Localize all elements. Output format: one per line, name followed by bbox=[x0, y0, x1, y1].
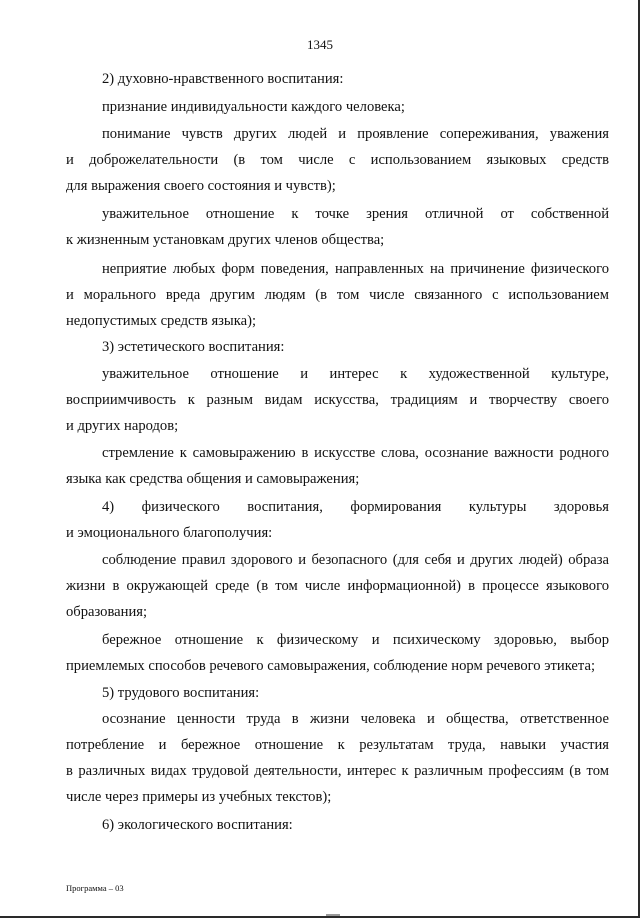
text-line: бережное отношение к физическому и психическому здоровью, выбор bbox=[102, 632, 609, 648]
text-line: осознание ценности труда в жизни человека и общества, ответственное bbox=[102, 711, 609, 727]
paragraph-ecological-heading bbox=[66, 812, 609, 838]
paragraph-rejection-harm bbox=[66, 256, 609, 334]
text-line: 3) эстетического воспитания: bbox=[102, 339, 285, 355]
text-line: стремление к самовыражению в искусстве слова, осознание важности родного bbox=[102, 445, 609, 461]
text-line: и других народов; bbox=[66, 418, 179, 434]
text-line: потребление и бережное отношение к результатам труда, навыки участия bbox=[66, 737, 609, 753]
paragraph-aesthetic-heading bbox=[66, 334, 609, 360]
paragraph-spiritual-heading bbox=[66, 66, 609, 92]
text-line: к жизненным установкам других членов общества; bbox=[66, 232, 385, 248]
text-line: в различных видах трудовой деятельности, интерес к различным профессиям (в том bbox=[66, 763, 609, 779]
text-line: жизни в окружающей среде (в том числе информационной) в процессе языкового bbox=[66, 578, 609, 594]
text-line: 4) физического воспитания, формирования культуры здоровья bbox=[102, 499, 609, 515]
text-line: и доброжелательности (в том числе с использованием языковых средств bbox=[66, 152, 609, 168]
footer-program-label: Программа – 03 bbox=[66, 883, 124, 893]
text-line: числе через примеры из учебных текстов); bbox=[66, 789, 332, 805]
paragraph-health-care bbox=[66, 627, 609, 679]
paragraph-individuality bbox=[66, 94, 609, 120]
text-line: для выражения своего состояния и чувств); bbox=[66, 178, 336, 194]
text-line: признание индивидуальности каждого человека; bbox=[102, 99, 405, 115]
paragraph-empathy bbox=[66, 121, 609, 199]
paragraph-labor-value bbox=[66, 706, 609, 810]
text-line: восприимчивость к разным видам искусства, традициям и творчеству своего bbox=[66, 392, 609, 408]
text-line: образования; bbox=[66, 604, 148, 620]
paragraph-self-expression bbox=[66, 440, 609, 492]
paragraph-healthy-lifestyle bbox=[66, 547, 609, 625]
paragraph-physical-heading bbox=[66, 494, 609, 546]
text-line: уважительное отношение к точке зрения отличной от собственной bbox=[102, 206, 609, 222]
text-line: недопустимых средств языка); bbox=[66, 313, 256, 329]
text-line: 2) духовно-нравственного воспитания: bbox=[102, 71, 344, 87]
text-line: соблюдение правил здорового и безопасного (для себя и других людей) образа bbox=[102, 552, 609, 568]
text-line: и морального вреда другим людям (в том числе связанного с использованием bbox=[66, 287, 609, 303]
page-number: 1345 bbox=[307, 37, 333, 52]
text-line: неприятие любых форм поведения, направленных на причинение физического bbox=[102, 261, 609, 277]
paragraph-respect-viewpoint bbox=[66, 201, 609, 253]
scan-mark bbox=[326, 914, 340, 916]
paragraph-labor-heading bbox=[66, 680, 609, 706]
text-line: языка как средства общения и самовыражения; bbox=[66, 471, 360, 487]
text-line: понимание чувств других людей и проявление сопереживания, уважения bbox=[102, 126, 609, 142]
text-line: 6) экологического воспитания: bbox=[102, 817, 293, 833]
text-line: и эмоционального благополучия: bbox=[66, 525, 273, 541]
text-line: уважительное отношение и интерес к художественной культуре, bbox=[102, 366, 609, 382]
text-line: приемлемых способов речевого самовыражения, соблюдение норм речевого этикета; bbox=[66, 658, 595, 674]
text-line: 5) трудового воспитания: bbox=[102, 685, 260, 701]
paragraph-art-interest bbox=[66, 361, 609, 439]
